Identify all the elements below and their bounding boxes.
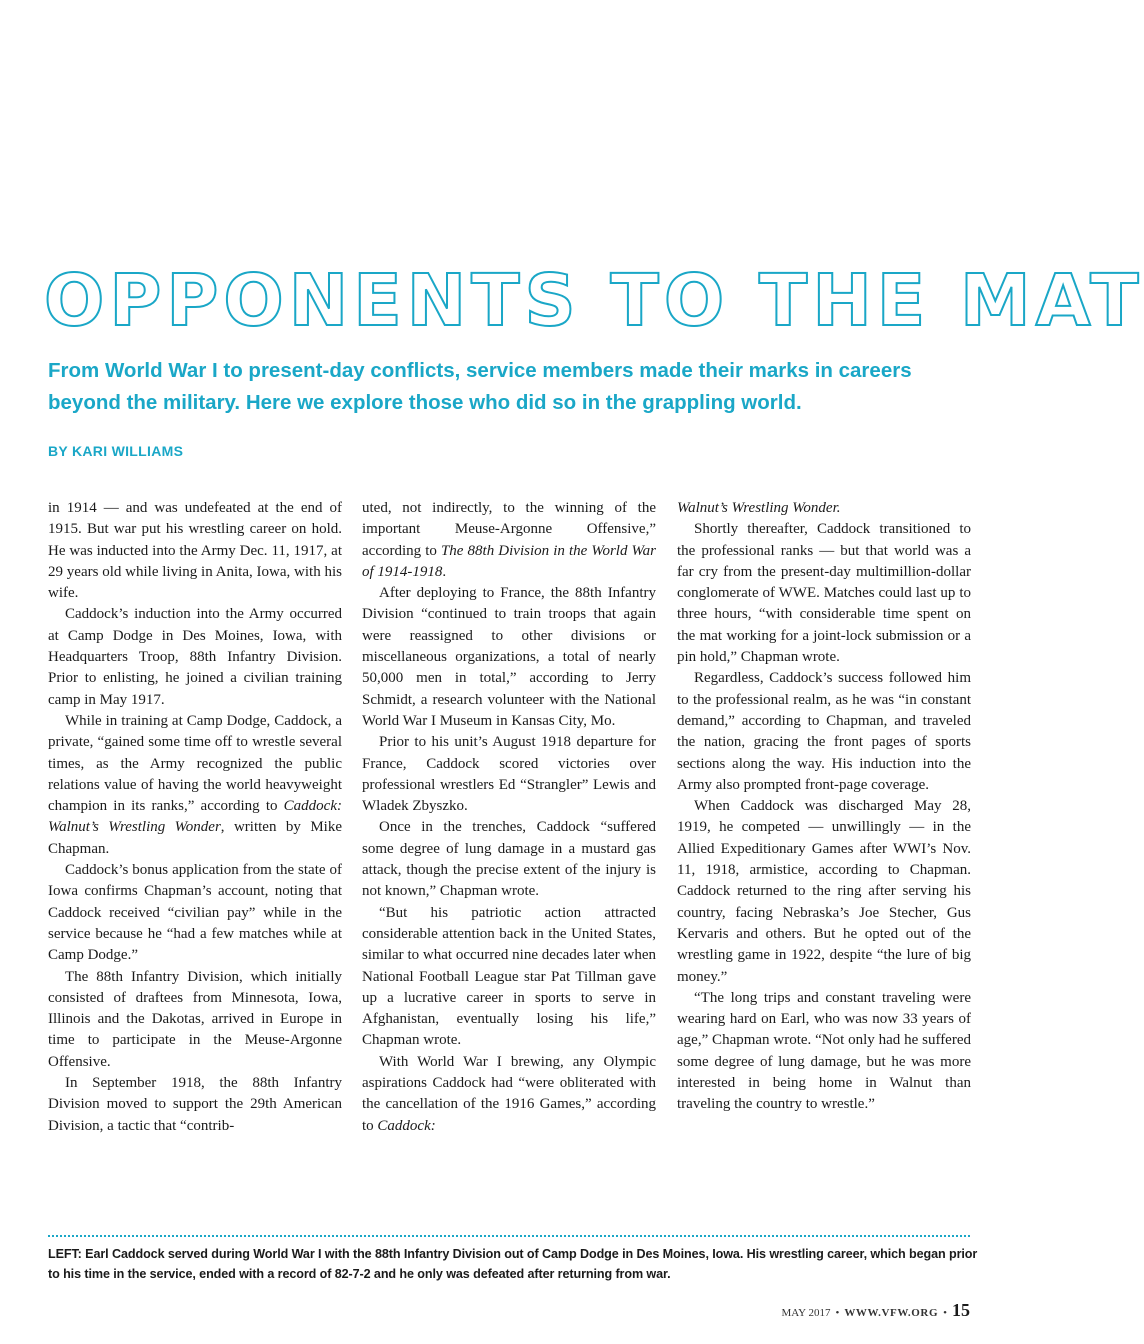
paragraph: Regardless, Caddock’s success followed him to the professional realm, as he was “in constant demand,” according to Chapman, and traveled the nation, gracing the front pages of sports sections along the way. His induction into the Army also prompted front-page coverage. (677, 670, 971, 793)
issue-date: MAY 2017 (781, 1307, 831, 1319)
page-footer (781, 1300, 970, 1321)
paragraph: in 1914 — and was undefeated at the end of 1915. But war put his wrestling career on hold. He was inducted into the Army Dec. 11, 1917, at 29 years old while living in Anita, Iowa, with his wife. (48, 500, 342, 602)
paragraph: Walnut’s Wrestling Wonder. (677, 500, 841, 516)
paragraph: uted, not indirectly, to the winning of the important Meuse-Argonne Offensive,” according to The 88th Division in the World War of 1914-1918. (362, 500, 656, 580)
paragraph: When Caddock was discharged May 28, 1919, he competed — unwillingly — in the Allied Expeditionary Games after WWI’s Nov. 11, 1918, armistice, according to Chapman. Caddock returned to the ring after serving his country, facing Nebraska’s Joe Stecher, Gus Kervaris and others. But he opted out of the wrestling game in 1922, despite “the lure of big money.” (677, 798, 971, 985)
bullet-separator: • (943, 1307, 947, 1319)
paragraph: With World War I brewing, any Olympic aspirations Caddock had “were obliterated with the cancellation of the 1916 Games,” according to Caddock: (362, 1053, 656, 1134)
body-column-2 (362, 498, 656, 1137)
paragraph: “The long trips and constant traveling were wearing hard on Earl, who was now 33 years of age,” Chapman wrote. “Not only had he suffered some degree of lung damage, but he was more interested in being home in Walnut than traveling the country to wrestle.” (677, 989, 971, 1113)
byline: BY KARI WILLIAMS (48, 443, 184, 459)
dek: From World War I to present-day conflicts, service members made their marks in careers beyond the military. Here we explore those who did so in the grappling world. (48, 359, 912, 414)
website-link[interactable]: WWW.VFW.ORG (844, 1307, 939, 1319)
caption-text: Earl Caddock served during World War I with the 88th Infantry Division out of Camp Dodge in Des Moines, Iowa. His wrestling career, which began prior to his time in the service, ended with a record of 82-7-2 and he only was defeated after returning from war. (48, 1247, 978, 1281)
paragraph: In September 1918, the 88th Infantry Division moved to support the 29th American Division, a tactic that “contrib- (48, 1075, 342, 1134)
paragraph: “But his patriotic action attracted considerable attention back in the United States, similar to what occurred nine decades later when National Football League star Pat Tillman gave up a lucrative career in sports to serve in Afghanistan, eventually losing his life,” Chapman wrote. (362, 904, 656, 1049)
paragraph: While in training at Camp Dodge, Caddock, a private, “gained some time off to wrestle several times, as the Army recognized the public relations value of having the world heavyweight champion in its ranks,” according to Caddock: Walnut’s Wrestling Wonder, written by Mike Chapman. (48, 712, 342, 857)
paragraph: Caddock’s induction into the Army occurred at Camp Dodge in Des Moines, Iowa, with Headquarters Troop, 88th Infantry Division. Prior to enlisting, he joined a civilian training camp in May 1917. (48, 606, 342, 708)
caption-lead: LEFT: (48, 1247, 82, 1261)
bullet-separator: • (835, 1307, 840, 1319)
dotted-divider (48, 1235, 970, 1237)
paragraph: Once in the trenches, Caddock “suffered some degree of lung damage in a mustard gas attack, though the precise extent of the injury is not known,” Chapman wrote. (362, 819, 656, 900)
paragraph: After deploying to France, the 88th Infantry Division “continued to train troops that again were reassigned to other divisions or miscellaneous organizations, a total of nearly 50,000 men in total,” according to Jerry Schmidt, a research volunteer with the National World War I Museum in Kansas City, Mo. (362, 585, 656, 729)
paragraph: Shortly thereafter, Caddock transitioned to the professional ranks — but that world was a far cry from the present-day multimillion-dollar conglomerate of WWE. Matches could last up to three hours, “with considerable time spent on the mat working for a joint-lock submission or a pin hold,” Chapman wrote. (677, 521, 971, 666)
paragraph: Prior to his unit’s August 1918 departure for France, Caddock scored victories over professional wrestlers Ed “Strangler” Lewis and Wladek Zbyszko. (362, 734, 656, 815)
body-column-1 (48, 498, 342, 1137)
body-column-3 (677, 498, 971, 1116)
headline: OPPONENTS TO THE MAT (44, 259, 1144, 342)
paragraph: The 88th Infantry Division, which initially consisted of draftees from Minnesota, Iowa, Illinois and the Dakotas, arrived in Europe in time to participate in the Meuse-Argonne Offensive. (48, 968, 342, 1070)
photo-caption (48, 1245, 978, 1284)
page-number: 15 (952, 1300, 970, 1320)
paragraph: Caddock’s bonus application from the state of Iowa confirms Chapman’s account, noting that Caddock received “civilian pay” while in the service because he “had a few matches while at Camp Dodge.” (48, 862, 342, 964)
